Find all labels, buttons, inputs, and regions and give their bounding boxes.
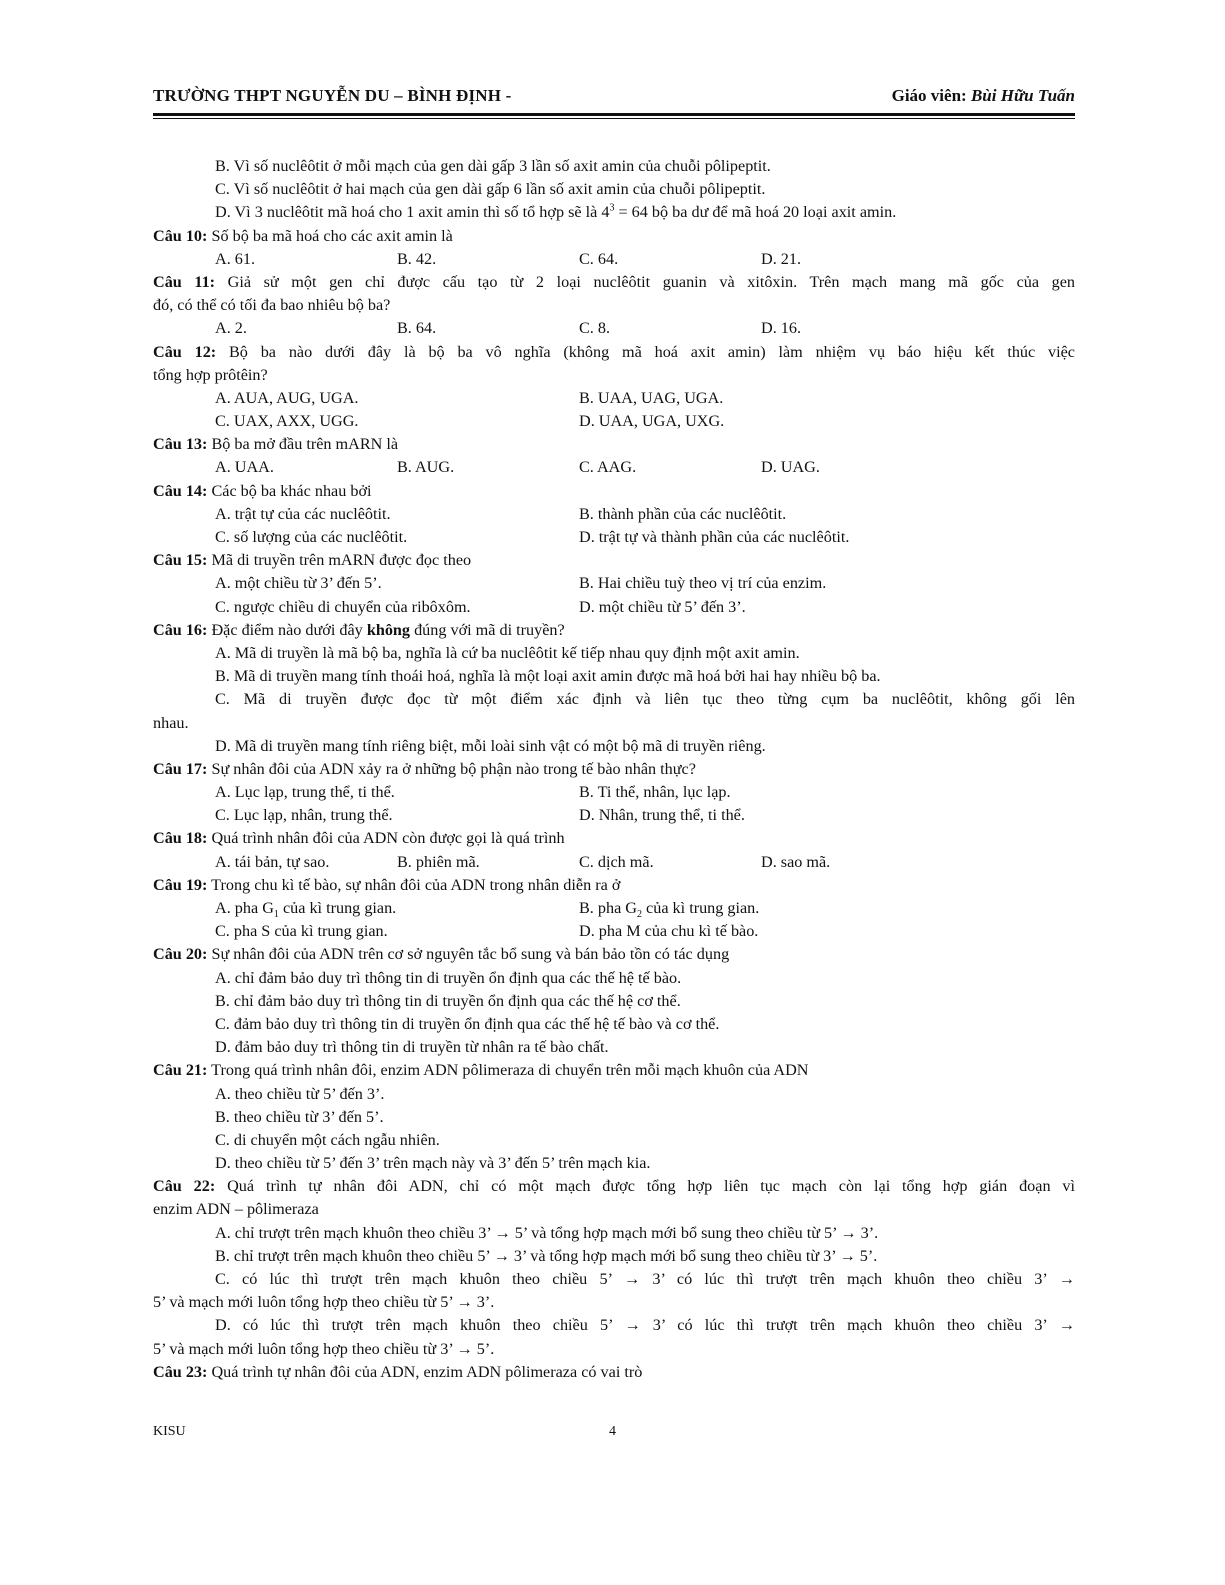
option-d: D. có lúc thì trượt trên mạch khuôn theo chiều 5’ → 3’ có lúc thì trượt trên mạch khuôn theo chiều 3’ → <box>215 1316 1075 1335</box>
option-a: A. Mã di truyền là mã bộ ba, nghĩa là cứ ba nuclêôtit kế tiếp nhau quy định một axit amin. <box>215 643 800 662</box>
options-row <box>153 387 1075 410</box>
question-label: Câu 23: <box>153 1362 208 1381</box>
question-text: Trong quá trình nhân đôi, enzim ADN pôlimeraza di chuyển trên mỗi mạch khuôn của ADN <box>207 1061 809 1080</box>
question-label: Câu 15: <box>153 551 208 570</box>
options-row <box>153 572 1075 595</box>
option-c: C. pha S của kì trung gian. <box>215 922 388 941</box>
option-b: B. UAA, UAG, UGA. <box>579 388 724 407</box>
option-b: B. phiên mã. <box>397 852 480 871</box>
option-a: A. chỉ đảm bảo duy trì thông tin di truyền ổn định qua các thế hệ tế bào. <box>215 968 682 987</box>
options-row <box>153 526 1075 549</box>
question-text: Quá trình tự nhân đôi của ADN, enzim ADN pôlimeraza có vai trò <box>207 1362 643 1381</box>
option-a <box>215 897 396 920</box>
option-c: C. đảm bảo duy trì thông tin di truyền ổn định qua các thế hệ tế bào và cơ thể. <box>215 1014 720 1033</box>
question-label: Câu 12: <box>153 342 217 361</box>
document-body <box>153 155 1075 1384</box>
question-11 <box>153 271 1075 294</box>
teacher-name: Bùi Hữu Tuấn <box>970 86 1075 105</box>
option-d: D. UAA, UGA, UXG. <box>579 412 725 431</box>
question-12 <box>153 341 1075 364</box>
question-22 <box>153 1175 1075 1198</box>
option-a: A. 2. <box>215 319 247 338</box>
option-c: C. ngược chiều di chuyển của ribôxôm. <box>215 597 471 616</box>
question-label: Câu 13: <box>153 435 208 454</box>
option-b: B. thành phần của các nuclêôtit. <box>579 504 787 523</box>
question-text: Số bộ ba mã hoá cho các axit amin là <box>207 226 453 245</box>
superscript: 3 <box>609 202 615 214</box>
options-row <box>153 596 1075 619</box>
option-d: D. đảm bảo duy trì thông tin di truyền từ nhân ra tế bào chất. <box>215 1038 609 1057</box>
question-label: Câu 10: <box>153 226 208 245</box>
question-text: Đặc điểm nào dưới đây <box>207 620 367 639</box>
question-label: Câu 20: <box>153 945 208 964</box>
option-b: B. 64. <box>397 319 437 338</box>
option-d: D. Nhân, trung thể, ti thể. <box>579 806 745 825</box>
options-row <box>153 456 1075 479</box>
option-c: C. số lượng của các nuclêôtit. <box>215 528 408 546</box>
option-d: D. theo chiều từ 5’ đến 3’ trên mạch này và 3’ đến 5’ trên mạch kia. <box>215 1154 651 1173</box>
option-c: C. UAX, AXX, UGG. <box>215 412 359 431</box>
question-20 <box>153 943 1075 966</box>
question-21 <box>153 1059 1075 1082</box>
options-row <box>153 317 1075 340</box>
option-a: A. một chiều từ 3’ đến 5’. <box>215 574 382 593</box>
option-b: B. 42. <box>397 249 437 268</box>
option-d: D. UAG. <box>761 458 820 477</box>
text-span: A. pha G <box>215 899 274 917</box>
option-d: D. 16. <box>761 319 802 338</box>
option-d: D. sao mã. <box>761 852 831 871</box>
option-a: A. trật tự của các nuclêôtit. <box>215 504 391 523</box>
option-b: B. AUG. <box>397 458 455 477</box>
options-row <box>153 897 1075 920</box>
option-a: A. tái bản, tự sao. <box>215 852 330 871</box>
option-c: C. AAG. <box>579 458 637 477</box>
option-a: A. AUA, AUG, UGA. <box>215 388 359 407</box>
question-17 <box>153 758 1075 781</box>
option-a: A. Lục lạp, trung thể, ti thể. <box>215 783 395 802</box>
question-label: Câu 16: <box>153 620 208 639</box>
option-c: C. Mã di truyền được đọc từ một điểm xác định và liên tục theo từng cụm ba nuclêôtit, không gối lên <box>215 690 1075 709</box>
question-label: Câu 19: <box>153 875 208 894</box>
option-d: D. Mã di truyền mang tính riêng biệt, mỗi loài sinh vật có một bộ mã di truyền riêng. <box>215 736 766 755</box>
option-d: D. pha M của chu kì tế bào. <box>579 922 759 941</box>
option-d-cont: 5’ và mạch mới luôn tổng hợp theo chiều từ 3’ → 5’. <box>153 1339 495 1358</box>
options-row <box>153 804 1075 827</box>
option-a: A. chỉ trượt trên mạch khuôn theo chiều 3’ → 5’ và tổng hợp mạch mới bổ sung theo chiều từ 5’ → 3’. <box>215 1223 879 1242</box>
option-b: B. chỉ trượt trên mạch khuôn theo chiều 5’ → 3’ và tổng hợp mạch mới bổ sung theo chiều từ 3’ → 5’. <box>215 1246 878 1265</box>
option-c: C. có lúc thì trượt trên mạch khuôn theo chiều 5’ → 3’ có lúc thì trượt trên mạch khuôn theo chiều 3’ → <box>215 1270 1075 1288</box>
question-text: Bộ ba nào dưới đây là bộ ba vô nghĩa (không mã hoá axit amin) làm nhiệm vụ báo hiệu kết thúc việc <box>216 342 1075 361</box>
answer-line: B. Vì số nuclêôtit ở mỗi mạch của gen dài gấp 3 lần số axit amin của chuỗi pôlipeptit. <box>215 157 771 175</box>
option-d: D. một chiều từ 5’ đến 3’. <box>579 597 746 616</box>
teacher-credit <box>892 86 1075 106</box>
option-c-cont: 5’ và mạch mới luôn tổng hợp theo chiều từ 5’ → 3’. <box>153 1293 495 1312</box>
options-row <box>153 781 1075 804</box>
option-b: B. Ti thể, nhân, lục lạp. <box>579 783 731 802</box>
options-row <box>153 920 1075 943</box>
header-rule-thick <box>153 113 1075 116</box>
question-23 <box>153 1361 1075 1384</box>
question-16 <box>153 619 1075 642</box>
question-10 <box>153 225 1075 248</box>
answer-line <box>153 201 1075 224</box>
text-span: của kì trung gian. <box>642 899 760 917</box>
question-text: Giả sử một gen chỉ được cấu tạo từ 2 loại nuclêôtit guanin và xitôxin. Trên mạch mang mã gốc của gen <box>215 272 1075 291</box>
question-label: Câu 18: <box>153 829 208 848</box>
option-c-cont: nhau. <box>153 713 189 732</box>
option-d: D. 21. <box>761 249 802 268</box>
question-13 <box>153 433 1075 456</box>
question-text-cont: đó, có thể có tối đa bao nhiêu bộ ba? <box>153 296 391 315</box>
option-b: B. Mã di truyền mang tính thoái hoá, nghĩa là một loại axit amin được mã hoá bởi hai hay nhiều bộ ba. <box>215 667 881 686</box>
option-c: C. di chuyển một cách ngẫu nhiên. <box>215 1130 440 1149</box>
question-19 <box>153 874 1075 897</box>
question-text: đúng với mã di truyền? <box>410 620 565 639</box>
school-name: TRƯỜNG THPT NGUYỄN DU – BÌNH ĐỊNH - <box>153 86 512 105</box>
teacher-label: Giáo viên: <box>891 86 967 105</box>
options-row <box>153 851 1075 874</box>
options-row <box>153 248 1075 271</box>
question-label: Câu 17: <box>153 759 208 778</box>
option-c: C. 64. <box>579 249 619 268</box>
option-c: C. Lục lạp, nhân, trung thể. <box>215 806 393 825</box>
question-text: Mã di truyền trên mARN được đọc theo <box>207 551 472 570</box>
answer-line: C. Vì số nuclêôtit ở hai mạch của gen dài gấp 6 lần số axit amin của chuỗi pôlipeptit. <box>215 180 766 199</box>
option-a: A. 61. <box>215 249 256 268</box>
option-b <box>579 897 759 920</box>
question-text-cont: enzim ADN – pôlimeraza <box>153 1200 319 1219</box>
question-18 <box>153 827 1075 850</box>
text-span: của kì trung gian. <box>278 899 397 917</box>
option-a: A. theo chiều từ 5’ đến 3’. <box>215 1084 385 1103</box>
question-text: Sự nhân đôi của ADN trên cơ sở nguyên tắc bổ sung và bán bảo tồn có tác dụng <box>207 945 730 964</box>
question-text: Sự nhân đôi của ADN xảy ra ở những bộ phận nào trong tế bào nhân thực? <box>207 759 696 778</box>
option-a: A. UAA. <box>215 458 274 477</box>
text-span: = 64 bộ ba dư để mã hoá 20 loại axit amin. <box>614 203 897 222</box>
question-label: Câu 21: <box>153 1061 208 1080</box>
question-text: Quá trình nhân đôi của ADN còn được gọi là quá trình <box>207 829 565 848</box>
question-label: Câu 22: <box>153 1177 216 1196</box>
text-span: D. Vì 3 nuclêôtit mã hoá cho 1 axit amin thì số tổ hợp sẽ là 4 <box>215 203 610 222</box>
question-emphasis: không <box>366 620 411 639</box>
footer-left: KISU <box>153 1424 186 1439</box>
options-row <box>153 410 1075 433</box>
question-15 <box>153 549 1075 572</box>
question-text: Bộ ba mở đầu trên mARN là <box>207 435 399 454</box>
question-label: Câu 14: <box>153 481 208 500</box>
question-text: Quá trình tự nhân đôi ADN, chỉ có một mạch được tổng hợp liên tục mạch còn lại tổng hợp gián đoạn vì <box>215 1177 1075 1196</box>
question-text-cont: tổng hợp prôtêin? <box>153 365 268 384</box>
option-d: D. trật tự và thành phần của các nuclêôtit. <box>579 528 850 546</box>
page-number: 4 <box>609 1424 616 1439</box>
option-c: C. 8. <box>579 319 611 338</box>
page-header <box>153 86 1075 108</box>
option-b: B. theo chiều từ 3’ đến 5’. <box>215 1107 384 1126</box>
question-label: Câu 11: <box>153 272 216 291</box>
option-b: B. Hai chiều tuỳ theo vị trí của enzim. <box>579 574 827 593</box>
option-b: B. chỉ đảm bảo duy trì thông tin di truyền ổn định qua các thế hệ cơ thể. <box>215 991 681 1010</box>
header-rule-thin <box>153 118 1075 119</box>
options-row <box>153 503 1075 526</box>
question-text: Các bộ ba khác nhau bởi <box>207 481 372 500</box>
option-c: C. dịch mã. <box>579 852 654 871</box>
subscript: 2 <box>637 909 642 921</box>
subscript: 1 <box>273 909 279 921</box>
question-14 <box>153 480 1075 503</box>
question-text: Trong chu kì tế bào, sự nhân đôi của ADN trong nhân diễn ra ở <box>207 875 621 894</box>
text-span: B. pha G <box>579 899 637 917</box>
